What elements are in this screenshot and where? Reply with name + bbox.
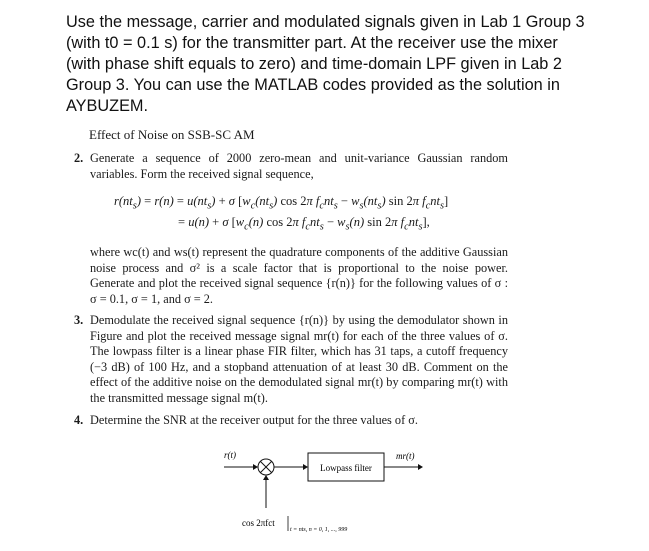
equation-line-2: = u(n) + σ [$w_c(n)$ cos 2π $f_cnt_s - w_s(n)$ sin 2π $f_cnt_s$], [178, 215, 430, 233]
item-3-text: Demodulate the received signal sequence {r(n)} by using the demodulator shown in Figure and plot the received message signal mr(t) for each of the three values of σ. The lowpass filter is a linear phase FIR filter, which has 31 taps, a cutoff frequency (−3 dB) of 100 Hz, and a stopband attenuation of at least 30 dB. Comment on the effect of the additive noise on the demodulated signal mr(t) by comparing mr(t) with the transmitted message signal m(t). [90, 313, 508, 405]
intro-line: AYBUZEM. [66, 97, 149, 115]
intro-line: (with phase shift equals to zero) and time-domain LPF given in Lab 2 [66, 55, 562, 73]
item-2-description-text: where wc(t) and ws(t) represent the quadrature components of the additive Gaussian noise process and σ² is a scale factor that is proportional to the noise power. Generate and plot the received signal sequence {r(n)} for the following values of σ : σ = 0.1, σ = 1, and σ = 2. [90, 245, 508, 306]
item-number: 3. [74, 313, 84, 327]
intro-line: Use the message, carrier and modulated signals given in Lab 1 Group 3 [66, 13, 585, 31]
input-arrow-icon [253, 464, 258, 470]
lowpass-filter-label: Lowpass filter [320, 463, 372, 473]
carrier-arrow-icon [263, 475, 269, 480]
equation-line-1: $r(nt_s) = r(n) = u(nt_s) + \sigma$ [$w_c(nt_s)$ cos 2π $f_cnt_s - w_s(nt_s)$ sin 2π $f_cnt_s$] [114, 194, 449, 212]
item-number: 2. [74, 151, 84, 165]
problem-item-3 [74, 313, 508, 407]
intro-line: Group 3. You can use the MATLAB codes provided as the solution in [66, 76, 560, 94]
item-4-text: Determine the SNR at the receiver output for the three values of σ. [90, 413, 418, 427]
problem-item-2-continued [74, 245, 508, 307]
carrier-evaluation-label: t = nts, n = 0, 1, ..., 999 [290, 527, 348, 533]
output-arrow-icon [418, 464, 423, 470]
input-label: r(t) [224, 450, 236, 460]
output-label: mr(t) [396, 451, 415, 461]
item-2-intro-text: Generate a sequence of 2000 zero-mean and unit-variance Gaussian random variables. Form the received signal sequence, [90, 151, 508, 181]
section-title: Effect of Noise on SSB-SC AM [89, 127, 255, 142]
problem-item-2 [74, 151, 508, 182]
item-number: 4. [74, 413, 84, 427]
intro-paragraph [66, 12, 594, 117]
carrier-label: cos 2πfct [242, 518, 275, 528]
demodulator-diagram [210, 448, 430, 543]
intro-line: (with t0 = 0.1 s) for the transmitter part. At the receiver use the mixer [66, 34, 558, 52]
problem-item-4 [74, 413, 508, 429]
filter-input-arrow-icon [303, 464, 308, 470]
